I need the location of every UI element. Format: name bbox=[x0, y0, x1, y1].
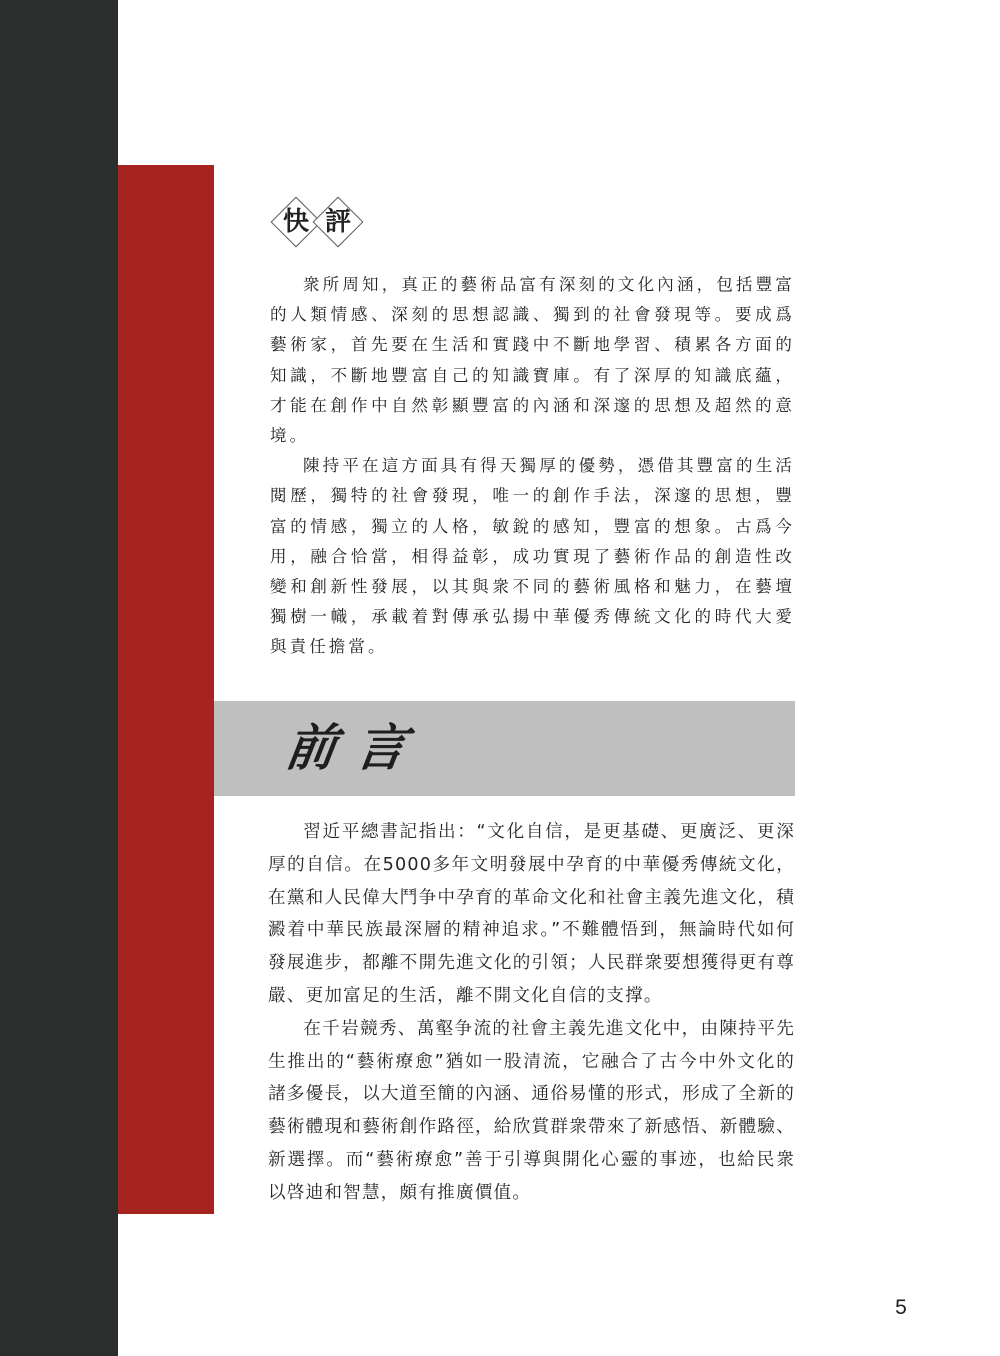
review-badge-char: 快 bbox=[282, 207, 309, 237]
red-accent-band bbox=[118, 165, 214, 1214]
preface-text bbox=[268, 816, 795, 1210]
preface-title-band bbox=[214, 701, 795, 796]
review-text bbox=[270, 270, 795, 663]
review-badge-ping bbox=[312, 196, 364, 248]
review-badge-char: 評 bbox=[324, 207, 351, 237]
review-paragraph: 衆所周知，真正的藝術品富有深刻的文化內涵，包括豐富的人類情感、深刻的思想認識、獨到的社會發現等。要成爲藝術家，首先要在生活和實踐中不斷地學習、積累各方面的知識，不斷地豐富自己的知識寶庫。有了深厚的知識底蘊，才能在創作中自然彰顯豐富的內涵和深邃的思想及超然的意境。 bbox=[270, 275, 795, 446]
preface-title: 前言 bbox=[281, 718, 431, 777]
preface-paragraph: 在千岩競秀、萬壑争流的社會主義先進文化中，由陳持平先生推出的“藝術療愈”猶如一股清流，它融合了古今中外文化的諸多優長，以大道至簡的內涵、通俗易懂的形式，形成了全新的藝術體現和藝術創作路徑，給欣賞群衆帶來了新感悟、新體驗、新選擇。而“藝術療愈”善于引導與開化心靈的事迹，也給民衆以啓迪和智慧，頗有推廣價值。 bbox=[268, 1018, 795, 1203]
review-heading bbox=[270, 196, 380, 248]
preface-paragraph: 習近平總書記指出：“文化自信，是更基礎、更廣泛、更深厚的自信。在5000多年文明發展中孕育的中華優秀傳統文化，在黨和人民偉大鬥争中孕育的革命文化和社會主義先進文化，積澱着中華民族最深層的精神追求。”不難體悟到，無論時代如何發展進步，都離不開先進文化的引領；人民群衆要想獲得更有尊嚴、更加富足的生活，離不開文化自信的支撑。 bbox=[268, 822, 795, 1006]
left-dark-margin-strip bbox=[0, 0, 118, 1356]
review-paragraph: 陳持平在這方面具有得天獨厚的優勢，憑借其豐富的生活閱歷，獨特的社會發現，唯一的創作手法，深邃的思想，豐富的情感，獨立的人格，敏銳的感知，豐富的想象。古爲今用，融合恰當，相得益彰，成功實現了藝術作品的創造性改變和創新性發展，以其與衆不同的藝術風格和魅力，在藝壇獨樹一幟，承載着對傳承弘揚中華優秀傳統文化的時代大愛與責任擔當。 bbox=[270, 456, 795, 657]
page-number: 5 bbox=[895, 1296, 907, 1319]
